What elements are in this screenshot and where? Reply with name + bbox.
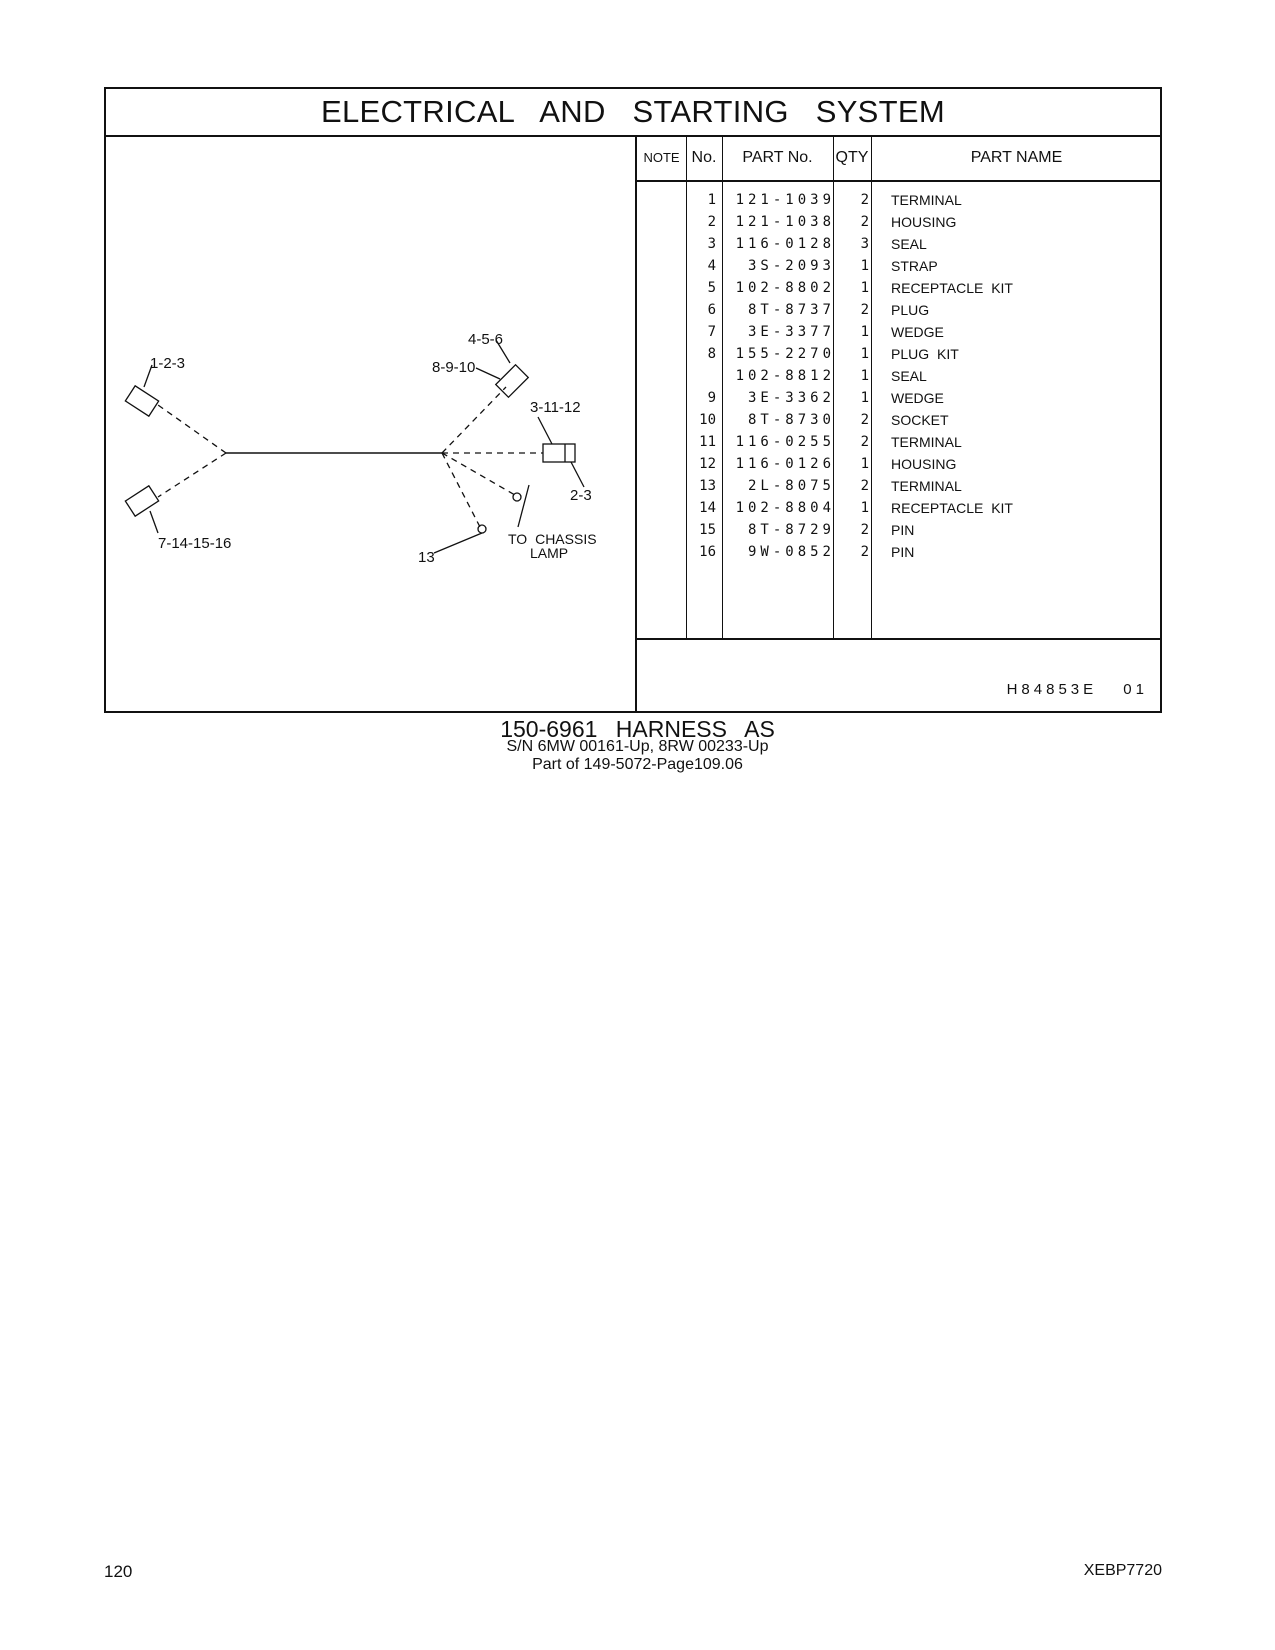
quantity: 2: [860, 214, 869, 230]
table-row: [637, 233, 1162, 255]
part-number: 8T-8730: [747, 412, 835, 428]
harness-caption: 150-6961 HARNESS AS: [500, 716, 775, 742]
document-code: XEBP7720: [1083, 1562, 1162, 1579]
part-number: 102-8804: [735, 500, 835, 516]
connector-3-11-12: [543, 444, 575, 462]
label-3-11-12: 3-11-12: [530, 399, 581, 416]
leader-7-14-15-16: [150, 511, 158, 533]
header-no: No.: [691, 149, 717, 166]
item-number: 2: [707, 214, 716, 230]
part-name: PIN: [891, 522, 915, 538]
connector-7-14-15-16: [125, 486, 158, 516]
quantity: 2: [860, 522, 869, 538]
part-number: 121-1039: [735, 192, 835, 208]
item-number: 14: [699, 500, 716, 516]
part-name: TERMINAL: [891, 478, 962, 494]
harness-drawing: [106, 135, 635, 711]
label-4-5-6: 4-5-6: [468, 331, 504, 348]
item-number: 15: [699, 522, 716, 538]
part-name: STRAP: [891, 258, 938, 274]
quantity: 2: [860, 192, 869, 208]
terminal-2-3: [513, 493, 521, 501]
header-part-name: PART NAME: [970, 149, 1063, 166]
quantity: 3: [860, 236, 869, 252]
table-row: [637, 475, 1162, 497]
parts-table: [635, 135, 1162, 711]
quantity: 2: [860, 302, 869, 318]
serial-range: S/N 6MW 00161-Up, 8RW 00233-Up: [506, 738, 769, 755]
table-row: [637, 343, 1162, 365]
quantity: 1: [860, 456, 869, 472]
part-number: 121-1038: [735, 214, 835, 230]
table-row: [637, 255, 1162, 277]
quantity: 2: [860, 412, 869, 428]
part-name: TERMINAL: [891, 434, 962, 450]
part-number: 116-0128: [735, 236, 835, 252]
table-row: [637, 189, 1162, 211]
table-row: [637, 211, 1162, 233]
part-name: PIN: [891, 544, 915, 560]
branch-left-upper: [158, 405, 226, 453]
table-row: [637, 519, 1162, 541]
part-number: 155-2270: [735, 346, 835, 362]
quantity: 1: [860, 368, 869, 384]
table-row: [637, 409, 1162, 431]
item-number: 8: [707, 346, 716, 362]
item-number: 16: [699, 544, 716, 560]
part-number: 3S-2093: [747, 258, 835, 274]
section-title: ELECTRICAL AND STARTING SYSTEM: [106, 89, 1160, 137]
quantity: 2: [860, 478, 869, 494]
quantity: 1: [860, 280, 869, 296]
table-row: [637, 299, 1162, 321]
header-note: NOTE: [643, 150, 680, 165]
quantity: 1: [860, 324, 869, 340]
table-row: [637, 321, 1162, 343]
item-number: 6: [707, 302, 716, 318]
page-number: 120: [104, 1562, 133, 1581]
table-row: [637, 431, 1162, 453]
part-name: PLUG KIT: [891, 346, 959, 362]
table-row: [637, 277, 1162, 299]
terminal-13: [478, 525, 486, 533]
item-number: 1: [707, 192, 716, 208]
item-number: 4: [707, 258, 716, 274]
label-13: 13: [418, 549, 435, 566]
item-number: 5: [707, 280, 716, 296]
part-number: 8T-8729: [747, 522, 835, 538]
part-name: WEDGE: [891, 390, 944, 406]
harness-diagram: [106, 135, 635, 711]
item-number: 12: [699, 456, 716, 472]
connector-4-5-6: [496, 365, 529, 398]
quantity: 1: [860, 346, 869, 362]
connector-1-2-3: [125, 386, 158, 416]
part-name: WEDGE: [891, 324, 944, 340]
item-number: 9: [707, 390, 716, 406]
header-divider: [637, 180, 1162, 182]
part-number: 2L-8075: [747, 478, 835, 494]
item-number: 3: [707, 236, 716, 252]
table-row: [637, 453, 1162, 475]
leader-13: [434, 533, 482, 553]
quantity: 2: [860, 544, 869, 560]
table-row: [637, 541, 1162, 563]
illustration-code: H84853E 01: [1006, 681, 1148, 698]
label-to-chassis: TO CHASSIS: [508, 531, 597, 547]
part-number: 102-8812: [735, 368, 835, 384]
table-row: [637, 365, 1162, 387]
label-7-14-15-16: 7-14-15-16: [158, 535, 232, 552]
parts-frame: [104, 87, 1162, 713]
lamp-lead: [518, 485, 529, 527]
label-lamp: LAMP: [530, 545, 569, 561]
table-bottom-divider: [637, 638, 1162, 640]
part-name: SEAL: [891, 368, 927, 384]
part-number: 3E-3362: [747, 390, 835, 406]
leader-3-11-12: [538, 417, 552, 444]
part-name: RECEPTACLE KIT: [891, 280, 1013, 296]
part-name: PLUG: [891, 302, 930, 318]
header-qty: QTY: [835, 149, 869, 166]
branch-right-upper: [442, 387, 506, 453]
part-name: SEAL: [891, 236, 927, 252]
quantity: 1: [860, 390, 869, 406]
label-1-2-3: 1-2-3: [150, 355, 186, 372]
item-number: 11: [699, 434, 716, 450]
quantity: 1: [860, 258, 869, 274]
part-number: 116-0255: [735, 434, 835, 450]
part-name: HOUSING: [891, 214, 957, 230]
part-name: TERMINAL: [891, 192, 962, 208]
item-number: 7: [707, 324, 716, 340]
part-number: 8T-8737: [747, 302, 835, 318]
leader-2-3: [571, 462, 584, 487]
parts-rows: [637, 189, 1162, 563]
table-row: [637, 387, 1162, 409]
branch-left-lower: [158, 453, 226, 497]
leader-8-9-10: [476, 368, 500, 379]
part-number: 102-8802: [735, 280, 835, 296]
part-name: HOUSING: [891, 456, 957, 472]
part-of-reference: Part of 149-5072-Page109.06: [532, 756, 743, 773]
label-2-3: 2-3: [570, 487, 592, 504]
part-number: 9W-0852: [747, 544, 835, 560]
part-name: RECEPTACLE KIT: [891, 500, 1013, 516]
label-8-9-10: 8-9-10: [432, 359, 476, 376]
item-number: 13: [699, 478, 716, 494]
header-part-no: PART No.: [742, 149, 813, 166]
part-number: 3E-3377: [747, 324, 835, 340]
quantity: 1: [860, 500, 869, 516]
table-row: [637, 497, 1162, 519]
part-name: SOCKET: [891, 412, 949, 428]
quantity: 2: [860, 434, 869, 450]
part-number: 116-0126: [735, 456, 835, 472]
item-number: 10: [699, 412, 716, 428]
